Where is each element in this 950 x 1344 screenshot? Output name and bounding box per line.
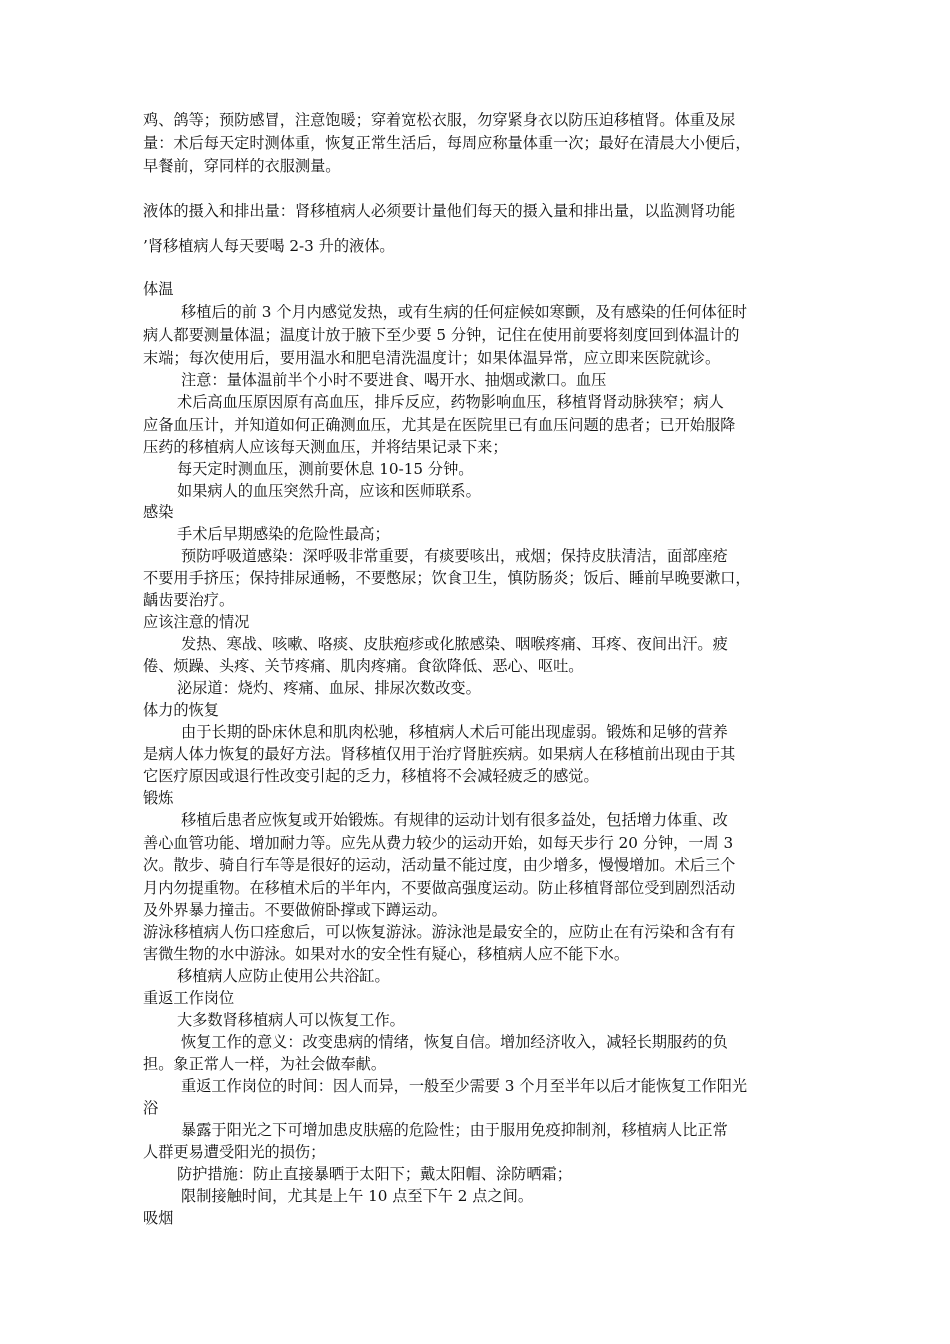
paragraph-line: 预防呼吸道感染：深呼吸非常重要，有痰要咳出，戒烟；保持皮肤清洁，面部座疮 [181,547,728,565]
section-heading: 体温 [143,280,174,298]
paragraph-line: 月内勿提重物。在移植术后的半年内，不要做高强度运动。防止移植肾部位受到剧烈活动 [143,879,736,897]
paragraph-line: 应备血压计，并知道如何正确测血压，尤其是在医院里已有血压问题的患者；已开始服降 [143,416,736,434]
paragraph-line: 是病人体力恢复的最好方法。肾移植仅用于治疗肾脏疾病。如果病人在移植前出现由于其 [143,745,736,763]
paragraph-line: 病人都要测量体温；温度计放于腋下至少要 5 分钟，记住在使用前要将刻度回到体温计的 [143,326,740,344]
paragraph-line: 大多数肾移植病人可以恢复工作。 [177,1011,405,1029]
paragraph-line: 鸡、鸽等；预防感冒，注意饱暖；穿着宽松衣服，勿穿紧身衣以防压迫移植肾。体重及尿 [143,111,736,129]
paragraph-line: 如果病人的血压突然升高，应该和医师联系。 [177,482,481,500]
paragraph-line: ’肾移植病人每天要喝 2-3 升的液体。 [143,237,395,255]
paragraph-line: 移植后的前 3 个月内感觉发热，或有生病的任何症候如寒颤，及有感染的任何体征时 [181,303,748,321]
paragraph-line: 压药的移植病人应该每天测血压，并将结果记录下来； [143,438,508,456]
section-heading: 锻炼 [143,789,174,807]
paragraph-line: 善心血管功能、增加耐力等。应先从费力较少的运动开始，如每天步行 20 分钟，一周 3 [143,834,734,852]
paragraph-line: 害微生物的水中游泳。如果对水的安全性有疑心，移植病人应不能下水。 [143,945,629,963]
paragraph-line: 早餐前，穿同样的衣服测量。 [143,157,341,175]
section-heading: 感染 [143,503,174,521]
paragraph-line: 末端；每次使用后，要用温水和肥皂清洗温度计；如果体温异常，应立即来医院就诊。 [143,349,721,367]
paragraph-line: 次。散步、骑自行车等是很好的运动，活动量不能过度，由少增多，慢慢增加。术后三个 [143,856,736,874]
paragraph-line: 浴 [143,1099,159,1117]
paragraph-line: 恢复工作的意义：改变患病的情绪，恢复自信。增加经济收入，减轻长期服药的负 [181,1033,728,1051]
paragraph-line: 倦、烦躁、头疼、关节疼痛、肌肉疼痛。食欲降低、恶心、呕吐。 [143,657,584,675]
paragraph-line: 防护措施：防止直接暴晒于太阳下；戴太阳帽、涂防晒霜； [177,1165,572,1183]
section-heading: 重返工作岗位 [143,989,235,1007]
paragraph-line: 人群更易遭受阳光的损伤； [143,1143,326,1161]
section-heading: 体力的恢复 [143,701,219,719]
section-heading: 应该注意的情况 [143,613,250,631]
paragraph-line: 担。象正常人一样，为社会做奉献。 [143,1055,386,1073]
paragraph-line: 不要用手挤压；保持排尿通畅，不要憋尿；饮食卫生，慎防肠炎；饭后、睡前早晚要漱口， [143,569,751,587]
section-heading: 吸烟 [143,1209,174,1227]
paragraph-line: 术后高血压原因原有高血压，排斥反应，药物影响血压，移植肾肾动脉狭窄；病人 [177,393,724,411]
paragraph-line: 暴露于阳光之下可增加患皮肤癌的危险性；由于服用免疫抑制剂，移植病人比正常 [181,1121,728,1139]
paragraph-line: 龋齿要治疗。 [143,591,235,609]
paragraph-line: 它医疗原因或退行性改变引起的乏力，移植将不会减轻疲乏的感觉。 [143,767,599,785]
paragraph-line: 液体的摄入和排出量：肾移植病人必须要计量他们每天的摄入量和排出量，以监测肾功能 [143,202,736,220]
paragraph-line: 由于长期的卧床休息和肌肉松驰，移植病人术后可能出现虚弱。锻炼和足够的营养 [181,723,728,741]
paragraph-line: 手术后早期感染的危险性最高； [177,525,390,543]
paragraph-line: 注意：量体温前半个小时不要进食、喝开水、抽烟或漱口。血压 [181,371,607,389]
paragraph-line: 移植病人应防止使用公共浴缸。 [177,967,390,985]
paragraph-line: 泌尿道：烧灼、疼痛、血尿、排尿次数改变。 [177,679,481,697]
paragraph-line: 发热、寒战、咳嗽、咯痰、皮肤疱疹或化脓感染、咽喉疼痛、耳疼、夜间出汗。疲 [181,635,728,653]
paragraph-line: 及外界暴力撞击。不要做俯卧撑或下蹲运动。 [143,901,447,919]
paragraph-line: 限制接触时间，尤其是上午 10 点至下午 2 点之间。 [181,1187,534,1205]
paragraph-line: 量：术后每天定时测体重，恢复正常生活后，每周应称量体重一次；最好在清晨大小便后， [143,134,751,152]
paragraph-line: 游泳移植病人伤口痊愈后，可以恢复游泳。游泳池是最安全的，应防止在有污染和含有有 [143,923,736,941]
paragraph-line: 每天定时测血压，测前要休息 10-15 分钟。 [177,460,474,478]
paragraph-line: 移植后患者应恢复或开始锻炼。有规律的运动计划有很多益处，包括增力体重、改 [181,811,728,829]
paragraph-line: 重返工作岗位的时间：因人而异，一般至少需要 3 个月至半年以后才能恢复工作阳光 [181,1077,748,1095]
